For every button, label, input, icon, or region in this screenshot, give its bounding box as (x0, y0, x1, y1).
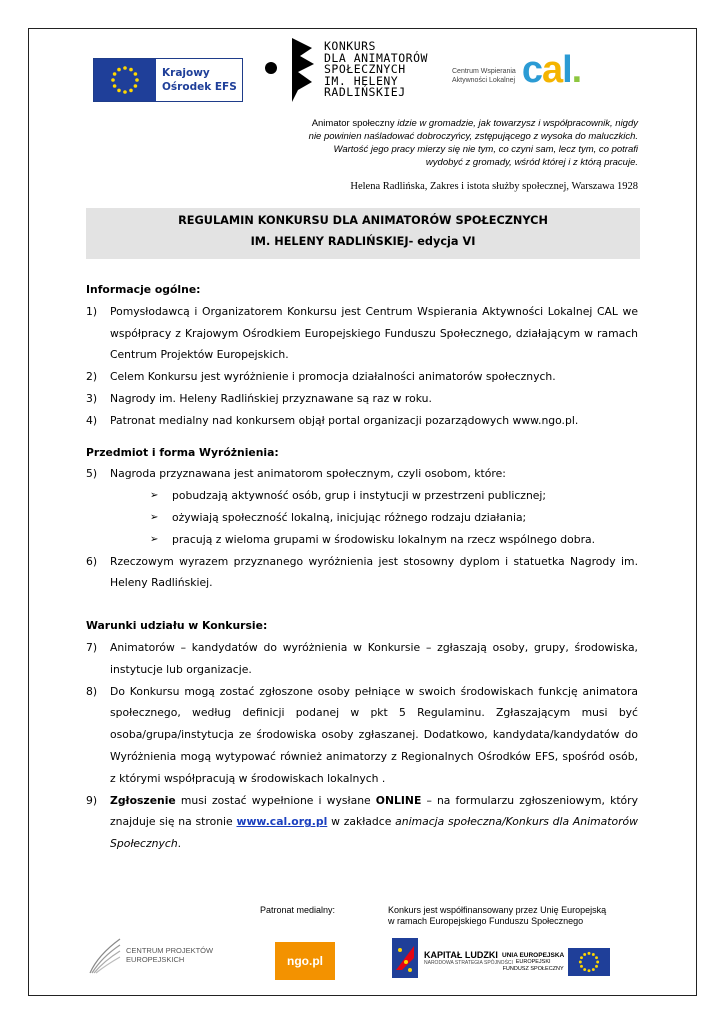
bullet-item: ➢ ożywiają społeczność lokalną, inicjując różnego rodzaju działania; (150, 507, 638, 529)
cal-website-link[interactable]: www.cal.org.pl (236, 815, 328, 829)
konkurs-mark-icon (262, 34, 322, 106)
arrow-bullet-icon: ➢ (150, 490, 159, 502)
kl-line1: KAPITAŁ LUDZKI (424, 950, 498, 960)
list-item: 1) Pomysłodawcą i Organizatorem Konkursu jest Centrum Wspierania Aktywności Lokalnej CAL we współpracy z Krajowym Ośrodkiem Europejskiego Funduszu Społecznego, działającym w ramach Centrum Projektów Europejskich. (86, 304, 638, 362)
list-item: 7) Animatorów – kandydatów do wyróżnienia w Konkursie – zgłaszają osoby, grupy, środowiska, instytucje lub organizacje. (86, 640, 638, 676)
arrow-bullet-icon: ➢ (150, 511, 159, 523)
eu-flag-icon (568, 948, 610, 976)
efs-logo-line1: Krajowy (162, 67, 210, 79)
title-line2: IM. HELENY RADLIŃSKIEJ- edycja VI (250, 235, 476, 248)
cal-logo (452, 49, 582, 91)
eu-flag-icon (94, 59, 156, 101)
quote-lead: Animator społeczny (311, 118, 395, 129)
title-line1: REGULAMIN KONKURSU DLA ANIMATORÓW SPOŁECZNYCH (178, 214, 548, 227)
media-patronage-label: Patronat medialny: (260, 905, 336, 915)
kapital-ludzki-logo (392, 938, 513, 978)
efs-logo-line2: Ośrodek EFS (162, 81, 237, 93)
section-heading-subject: Przedmiot i forma Wyróżnienia: (86, 445, 279, 459)
konkurs-line: SPOŁECZNYCH (324, 62, 406, 77)
list-item: 9) Zgłoszenie musi zostać wypełnione i wysłane ONLINE – na formularzu zgłoszeniowym, który znajduje się na stronie www.cal.org.pl w zakładce animacja społeczna/Konkurs dla Animatorów Społecznych. (86, 793, 638, 851)
cal-wordmark: cal. (521, 49, 582, 91)
list-item: 8) Do Konkursu mogą zostać zgłoszone osoby pełniące w swoich środowiskach funkcję animatora społecznego, według definicji podanej w pkt 5 Regulaminu. Zgłaszającym musi być osoba/grupa/instytucja ze środowiska osoby zgłaszanej. Dodatkowo, kandydata/kandydatów do Wyróżnienia mogą wytypować również animatorzy z Regionalnych Ośrodków EFS, spośród osób, z którymi współpracują w środowiskach lokalnych . (86, 684, 638, 785)
list-item: 6) Rzeczowym wyrazem przyznanego wyróżnienia jest stosowny dyplom i statuetka Nagrody im. Heleny Radlińskiej. (86, 554, 638, 590)
ue-line2: EUROPEJSKI (515, 958, 551, 965)
ue-line1: UNIA EUROPEJSKA (502, 951, 565, 959)
bullet-item: ➢ pracują z wieloma grupami w środowisku lokalnym na rzecz wspólnego dobra. (150, 529, 638, 551)
quote-text: idzie w gromadzie, jak towarzysz i współpracownik, nigdy nie powinien naśladować dobroczyńcy, zstępującego z wysoka do maluczkich. Wartość jego pracy mierzy się nie tym, co czyni sam, lecz tym, co potrafi wydobyć z gromady, wśród której i z którą pracuje. (308, 118, 638, 168)
cal-logo-line2: Aktywności Lokalnej (452, 77, 516, 84)
konkurs-line: RADLIŃSKIEJ (324, 85, 406, 100)
section-heading-conditions: Warunki udziału w Konkursie: (86, 619, 268, 633)
quote-source: Helena Radlińska, Zakres i istota służby społecznej, Warszawa 1928 (350, 181, 638, 192)
cpe-line1: CENTRUM PROJEKTÓW (126, 946, 214, 955)
unia-europejska-efs-logo (502, 948, 610, 976)
section-heading-general: Informacje ogólne: (86, 283, 201, 296)
konkurs-line: IM. HELENY (324, 73, 399, 88)
regulation-body (86, 279, 638, 855)
cofinancing-line1: Konkurs jest współfinansowany przez Unię Europejską (388, 905, 607, 915)
radlinska-quote (308, 117, 638, 169)
ngo-pl-logo: ngo.pl (275, 942, 335, 980)
centrum-projektow-europejskich-logo (88, 935, 213, 975)
list-item: 3) Nagrody im. Heleny Radlińskiej przyznawane są raz w roku. (86, 391, 432, 405)
konkurs-logo (262, 34, 428, 106)
ue-line3: FUNDUSZ SPOŁECZNY (502, 965, 564, 972)
krajowy-osrodek-efs-logo (93, 58, 243, 102)
kl-line2: NARODOWA STRATEGIA SPÓJNOŚCI (424, 960, 513, 966)
list-item: 2) Celem Konkursu jest wyróżnienie i promocja działalności animatorów społecznych. (86, 370, 556, 384)
cofinancing-line2: w ramach Europejskiego Funduszu Społecznego (388, 916, 584, 926)
cpe-swoosh-icon (88, 935, 122, 975)
kapital-ludzki-icon (392, 938, 418, 978)
konkurs-line: DLA ANIMATORÓW (324, 50, 428, 65)
konkurs-line: KONKURS (324, 39, 376, 54)
cpe-line2: EUROPEJSKICH (126, 955, 185, 964)
arrow-bullet-icon: ➢ (150, 533, 159, 545)
cofinancing-note (388, 905, 606, 927)
document-title (86, 208, 640, 259)
bullet-item: ➢ pobudzają aktywność osób, grup i instytucji w przestrzeni publicznej; (150, 485, 638, 507)
list-item: 4) Patronat medialny nad konkursem objął portal organizacji pozarządowych www.ngo.pl. (86, 413, 579, 427)
cal-logo-line1: Centrum Wspierania (452, 68, 516, 75)
list-item: 5) Nagroda przyznawana jest animatorom społecznym, czyli osobom, które: (86, 467, 506, 481)
